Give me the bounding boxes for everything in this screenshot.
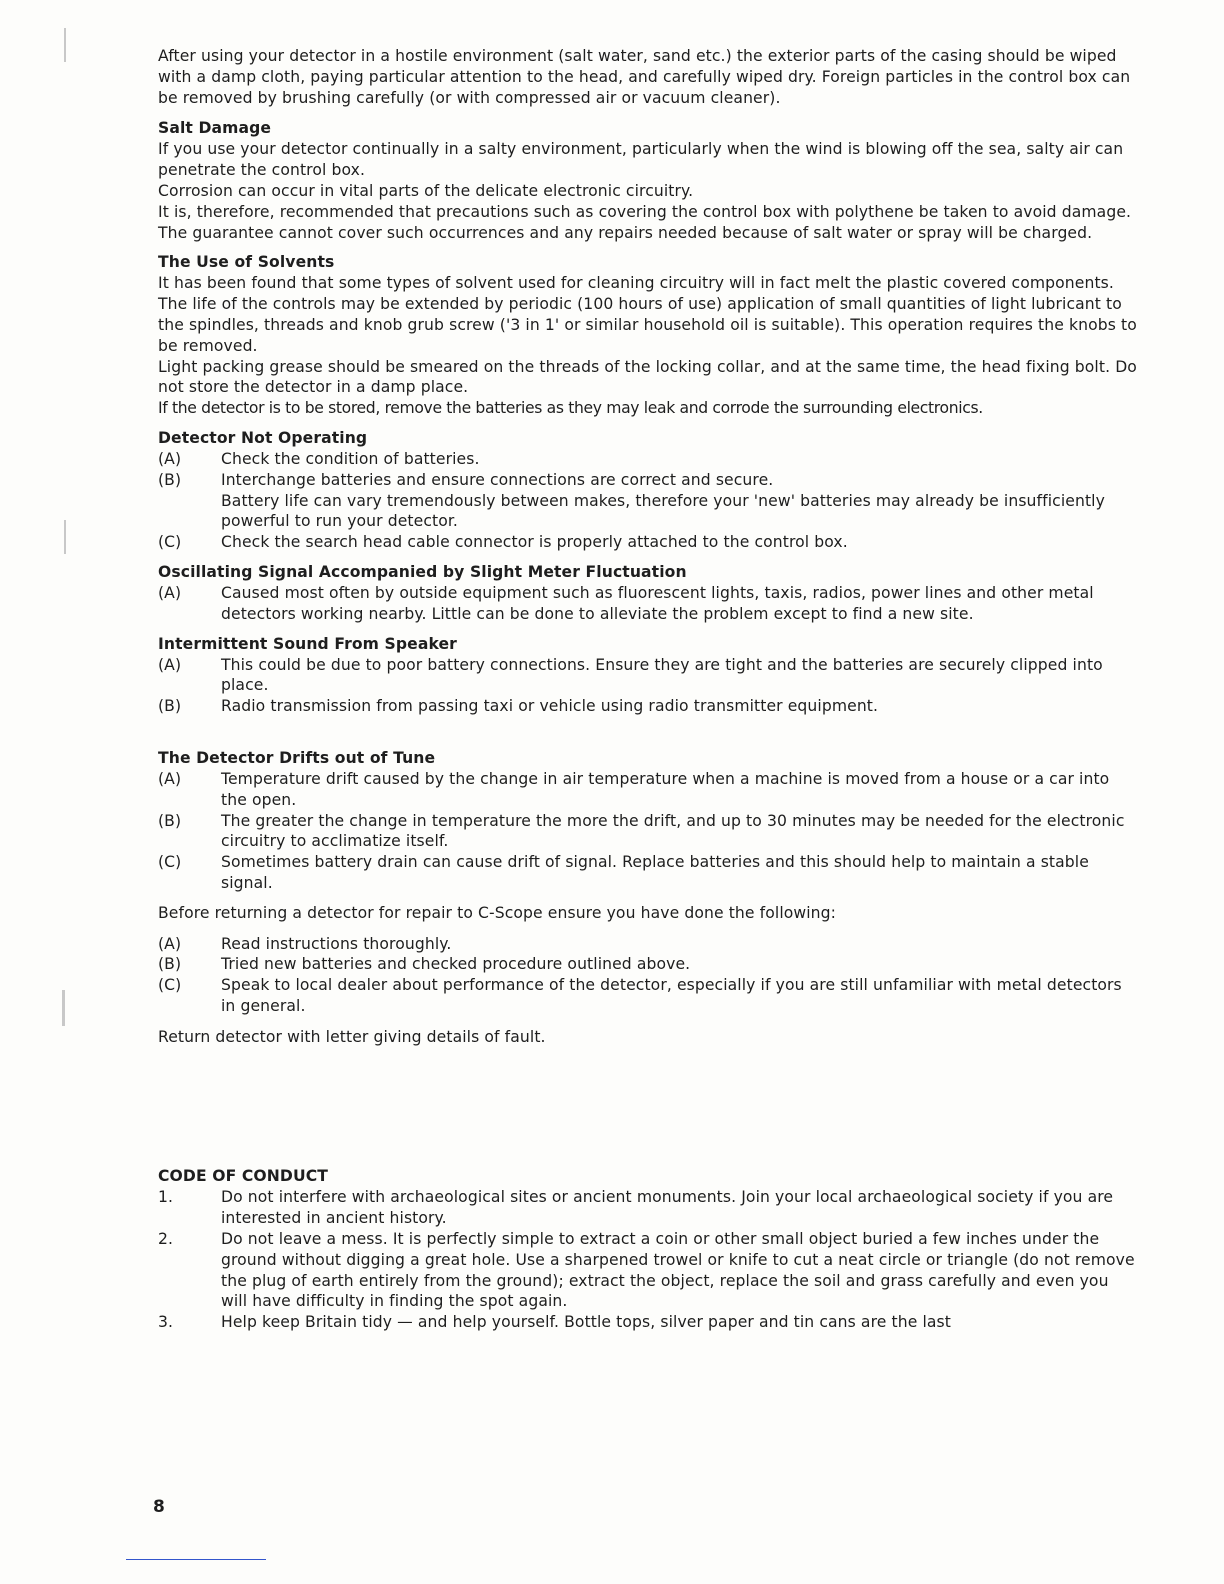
scan-artifact-mark xyxy=(64,28,66,62)
list-item xyxy=(158,1229,1138,1312)
paragraph: Return detector with letter giving details of fault. xyxy=(158,1027,546,1046)
item-label: (C) xyxy=(158,853,182,872)
item-label: (C) xyxy=(158,976,182,995)
list-item xyxy=(158,811,1138,853)
item-text: Help keep Britain tidy — and help yourself. Bottle tops, silver paper and tin cans are the last xyxy=(221,1313,951,1332)
item-label: (A) xyxy=(158,655,182,674)
section-drifts xyxy=(158,748,1138,894)
section-heading: The Use of Solvents xyxy=(158,253,335,272)
section-not-operating xyxy=(158,428,1138,553)
scan-artifact-mark xyxy=(64,520,66,554)
section-oscillating xyxy=(158,562,1138,625)
spacer xyxy=(158,726,1138,748)
section-heading: Intermittent Sound From Speaker xyxy=(158,634,457,653)
section-intermittent xyxy=(158,634,1138,717)
spacer xyxy=(158,1056,1138,1166)
scan-artifact-mark xyxy=(62,990,65,1026)
intro-paragraph: After using your detector in a hostile environment (salt water, sand etc.) the exterior parts of the casing should be wiped with a damp cloth, paying particular attention to the head, and carefully wiped dry. Foreign particles in the control box can be removed by brushing carefully (or with compressed air or vacuum cleaner). xyxy=(158,47,1131,107)
paragraph: Light packing grease should be smeared on the threads of the locking collar, and at the same time, the head fixing bolt. Do not store the detector in a damp place. xyxy=(158,357,1137,397)
list-item xyxy=(158,449,1138,470)
section-code-of-conduct xyxy=(158,1166,1138,1333)
item-text: Caused most often by outside equipment such as fluorescent lights, taxis, radios, power lines and other metal detectors working nearby. Little can be done to alleviate the problem except to find a new site. xyxy=(221,583,1094,623)
item-label: (B) xyxy=(158,697,182,716)
item-text: Interchange batteries and ensure connections are correct and secure. xyxy=(221,470,774,489)
item-label: (B) xyxy=(158,470,182,489)
section-heading: Salt Damage xyxy=(158,119,272,138)
paragraph: The life of the controls may be extended by periodic (100 hours of use) application of small quantities of light lubricant to the spindles, threads and knob grub screw ('3 in 1' or similar household oil is suitable). This operation requires the knobs to be removed. xyxy=(158,295,1137,355)
list-item xyxy=(158,470,1138,491)
list-item xyxy=(158,934,1138,955)
paragraph: The guarantee cannot cover such occurrences and any repairs needed because of salt water or spray will be charged. xyxy=(158,223,1093,242)
paragraph: If the detector is to be stored, remove the batteries as they may leak and corrode the surrounding electronics. xyxy=(158,399,983,418)
list-item xyxy=(158,696,1138,717)
section-heading: Oscillating Signal Accompanied by Slight Meter Fluctuation xyxy=(158,562,687,581)
list-item xyxy=(158,1187,1138,1229)
item-text: Check the condition of batteries. xyxy=(221,449,480,468)
list-item xyxy=(158,532,1138,553)
item-text: Check the search head cable connector is properly attached to the control box. xyxy=(221,533,848,552)
page-content xyxy=(158,46,1138,1342)
item-text: Tried new batteries and checked procedure outlined above. xyxy=(221,955,691,974)
list-item xyxy=(158,583,1138,625)
item-label: (A) xyxy=(158,583,182,602)
item-label: (B) xyxy=(158,811,182,830)
list-item xyxy=(158,975,1138,1017)
item-text: Battery life can vary tremendously between makes, therefore your 'new' batteries may already be insufficiently powerful to run your detector. xyxy=(221,491,1105,531)
section-salt-damage xyxy=(158,118,1138,243)
section-heading: The Detector Drifts out of Tune xyxy=(158,748,436,767)
item-text: Sometimes battery drain can cause drift of signal. Replace batteries and this should help to maintain a stable signal. xyxy=(221,853,1089,892)
paragraph: It has been found that some types of solvent used for cleaning circuitry will in fact melt the plastic covered components. xyxy=(158,274,1114,293)
item-label: (C) xyxy=(158,533,182,552)
item-label: (B) xyxy=(158,955,182,974)
item-text: Radio transmission from passing taxi or vehicle using radio transmitter equipment. xyxy=(221,697,879,716)
paragraph: Before returning a detector for repair to C-Scope ensure you have done the following: xyxy=(158,903,837,922)
list-item xyxy=(158,491,1138,533)
section-heading: CODE OF CONDUCT xyxy=(158,1167,329,1186)
section-heading: Detector Not Operating xyxy=(158,428,368,447)
page-number: 8 xyxy=(153,1497,165,1517)
item-text: Temperature drift caused by the change in air temperature when a machine is moved from a house or a car into the open. xyxy=(221,769,1110,809)
item-label: (A) xyxy=(158,934,182,953)
item-text: Do not interfere with archaeological sites or ancient monuments. Join your local archaeological society if you are interested in ancient history. xyxy=(221,1188,1114,1228)
item-label: 1. xyxy=(158,1188,174,1207)
item-text: This could be due to poor battery connections. Ensure they are tight and the batteries are securely clipped into place. xyxy=(221,655,1103,695)
item-label: (A) xyxy=(158,769,182,788)
item-text: Do not leave a mess. It is perfectly simple to extract a coin or other small object buried a few inches under the ground without digging a great hole. Use a sharpened trowel or knife to cut a neat circle or triangle (do not remove the plug of earth entirely from the ground); extract the object, replace the soil and grass carefully and even you will have difficulty in finding the spot again. xyxy=(221,1230,1135,1311)
list-item xyxy=(158,954,1138,975)
item-text: Read instructions thoroughly. xyxy=(221,934,452,953)
item-text: The greater the change in temperature the more the drift, and up to 30 minutes may be needed for the electronic circuitry to acclimatize itself. xyxy=(221,811,1125,851)
item-label: 3. xyxy=(158,1313,174,1332)
item-text: Speak to local dealer about performance of the detector, especially if you are still unfamiliar with metal detectors in general. xyxy=(221,976,1122,1015)
item-label: 2. xyxy=(158,1230,174,1249)
section-before-returning xyxy=(158,903,1138,1048)
list-item xyxy=(158,852,1138,894)
section-solvents xyxy=(158,252,1138,419)
item-label: (A) xyxy=(158,449,182,468)
item-label xyxy=(158,491,221,533)
paragraph: It is, therefore, recommended that precautions such as covering the control box with polythene be taken to avoid damage. xyxy=(158,202,1132,221)
list-item xyxy=(158,769,1138,811)
paragraph: If you use your detector continually in a salty environment, particularly when the wind is blowing off the sea, salty air can penetrate the control box. xyxy=(158,140,1124,180)
list-item xyxy=(158,1312,1138,1333)
paragraph: Corrosion can occur in vital parts of the delicate electronic circuitry. xyxy=(158,181,694,200)
list-item xyxy=(158,655,1138,697)
bottom-rule xyxy=(126,1559,266,1560)
